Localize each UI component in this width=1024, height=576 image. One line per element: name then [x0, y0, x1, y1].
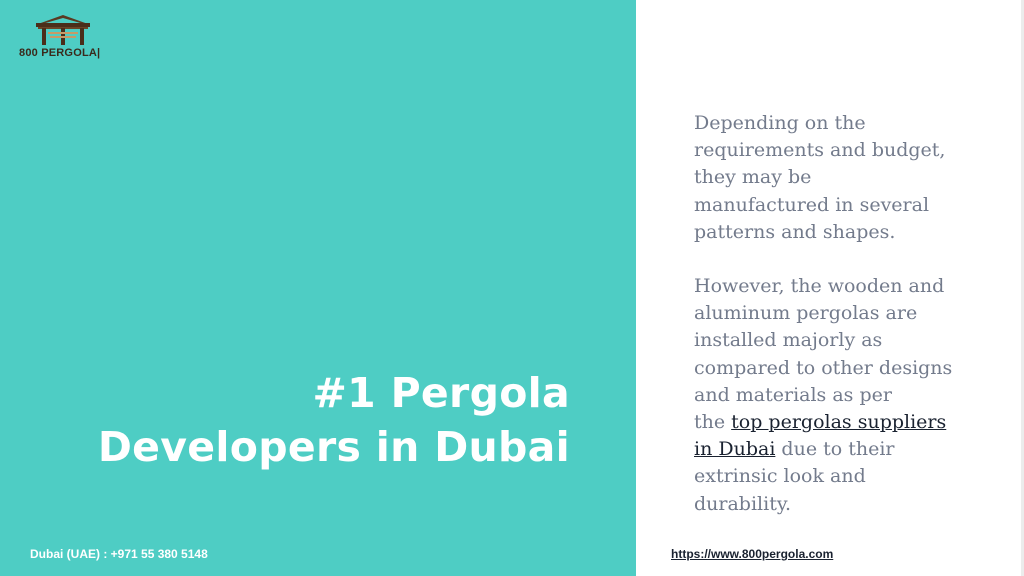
p1-line-3: they may be [694, 166, 812, 189]
p2-line-3: installed majorly as [694, 329, 883, 352]
paragraph-2 [694, 273, 984, 518]
pergola-logo-icon [30, 12, 96, 46]
link-part-2: in Dubai [694, 438, 776, 461]
link-part-1: top pergolas suppliers [731, 411, 947, 434]
contact-phone: Dubai (UAE) : +971 55 380 5148 [30, 547, 208, 561]
the-prefix: the [694, 411, 732, 434]
paragraph-1 [694, 110, 984, 246]
page-title [50, 366, 570, 474]
logo-name: PERGOLA [41, 47, 98, 59]
logo-text [19, 47, 100, 59]
logo-prefix: 800 [19, 47, 42, 59]
p2-tail-1: extrinsic look and [694, 465, 866, 488]
title-line-2: Developers in Dubai [97, 423, 570, 471]
logo[interactable] [14, 12, 114, 62]
p1-line-2: requirements and budget, [694, 139, 946, 162]
after-link: due to their [775, 438, 895, 461]
logo-suffix: | [97, 47, 101, 59]
p2-line-5: and materials as per [694, 383, 892, 406]
website-link[interactable]: https://www.800pergola.com [671, 547, 834, 561]
p1-line-5: patterns and shapes. [694, 220, 896, 243]
p1-line-1: Depending on the [694, 112, 866, 134]
body-text [694, 110, 984, 518]
p2-tail-2: durability. [694, 492, 792, 515]
p2-line-1: However, the wooden and [694, 275, 945, 298]
p1-line-4: manufactured in several [694, 193, 930, 216]
p2-line-4: compared to other designs [694, 356, 953, 379]
title-line-1: #1 Pergola [312, 369, 570, 417]
p2-line-2: aluminum pergolas are [694, 302, 918, 325]
